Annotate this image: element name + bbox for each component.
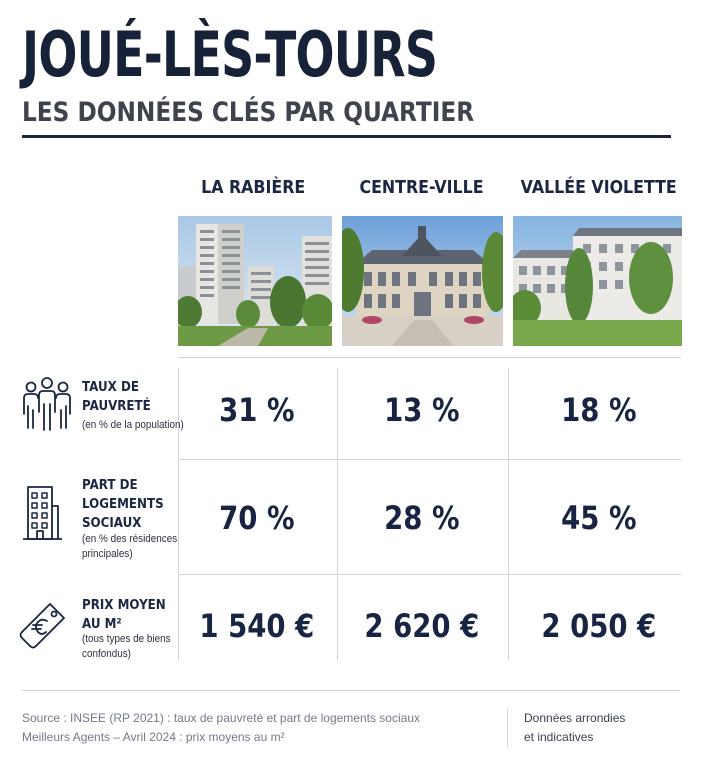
page-subtitle: LES DONNÉES CLÉS PAR QUARTIER (22, 97, 475, 128)
high-rise-towers-photo (178, 216, 332, 346)
town-hall-photo (342, 216, 503, 346)
residential-buildings-photo (513, 216, 682, 346)
footer-separator (507, 709, 508, 747)
column-header-vallee-violette: VALLÉE VIOLETTE (520, 177, 678, 198)
apartment-building-icon (22, 484, 64, 547)
euro-price-tag-icon (16, 600, 68, 657)
value-social-housing-centre-ville: 28 % (384, 499, 460, 537)
value-price-vallee-violette: 2 050 € (541, 607, 657, 645)
row-note-price: (tous types de biens confondus) (82, 633, 171, 660)
value-poverty-centre-ville: 13 % (384, 391, 460, 429)
value-social-housing-la-rabiere: 70 % (219, 499, 295, 537)
row-label-poverty: TAUX DE PAUVRETÉ (82, 379, 151, 414)
grid-line-col-3 (508, 368, 509, 661)
row-note-social-housing: (en % des résidences principales) (82, 533, 178, 560)
source-text (22, 709, 420, 747)
row-label-price: PRIX MOYEN AU M² (82, 597, 166, 632)
row-label-social-housing: PART DE LOGEMENTS SOCIAUX (82, 477, 164, 531)
column-header-la-rabiere: LA RABIÈRE (200, 177, 306, 198)
value-price-la-rabiere: 1 540 € (199, 607, 315, 645)
column-header-centre-ville: CENTRE-VILLE (359, 177, 485, 198)
grid-line-row-2 (178, 574, 681, 575)
page-title: JOUÉ-LÈS-TOURS (22, 18, 438, 91)
grid-line-top (178, 357, 681, 358)
row-note-poverty: (en % de la population) (82, 419, 184, 431)
footer-divider (22, 690, 680, 691)
value-price-centre-ville: 2 620 € (364, 607, 480, 645)
value-poverty-vallee-violette: 18 % (561, 391, 637, 429)
people-group-icon (20, 376, 74, 437)
title-divider (22, 135, 671, 138)
grid-line-row-1 (178, 459, 681, 460)
source-line-meilleurs-agents: Meilleurs Agents – Avril 2024 : prix moyens au m² (22, 730, 285, 744)
value-poverty-la-rabiere: 31 % (219, 391, 295, 429)
source-line-insee: Source : INSEE (RP 2021) : taux de pauvreté et part de logements sociaux (22, 711, 420, 725)
value-social-housing-vallee-violette: 45 % (561, 499, 637, 537)
rounding-note: Données arrondies et indicatives (524, 711, 626, 744)
